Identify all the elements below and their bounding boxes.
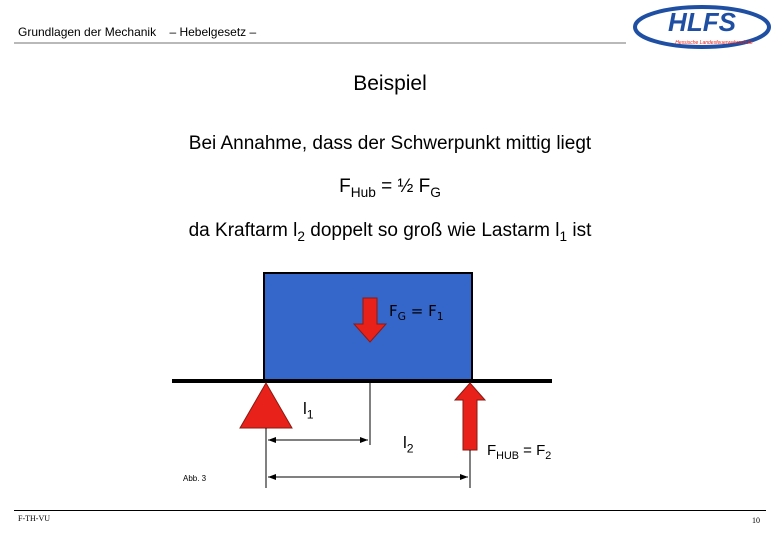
label-fg: $F_G = F_1$ <box>389 302 444 323</box>
assumption-text: Bei Annahme, dass der Schwerpunkt mittig liegt <box>188 133 592 154</box>
page-number: 10 <box>752 516 760 525</box>
header-subtitle: – Hebelgesetz – <box>169 25 257 39</box>
header-title: Grundlagen der Mechanik <box>18 25 157 39</box>
label-l1: $l_1$ <box>303 399 314 422</box>
logo-subtext: Hessische Landesfeuerwehrschule <box>675 40 753 46</box>
slide-title: Beispiel <box>353 72 427 95</box>
formula-fhub: $F_{Hub}$ = ½ $F_G$ <box>339 176 441 200</box>
figure-caption: Abb. 3 <box>183 474 207 483</box>
label-fhub: $F_{HUB} = F_2$ <box>487 442 552 462</box>
lift-force-arrow <box>455 383 485 450</box>
footer-divider <box>14 510 766 511</box>
footer-code: F-TH-VU <box>18 514 50 523</box>
logo-text: HLFS <box>668 7 736 37</box>
lever-arm-text: da Kraftarm $l_2$ doppelt so groß wie Lastarm $l_1$ ist <box>188 220 592 244</box>
label-l2: $l_2$ <box>403 433 414 456</box>
fulcrum-triangle <box>240 383 292 428</box>
